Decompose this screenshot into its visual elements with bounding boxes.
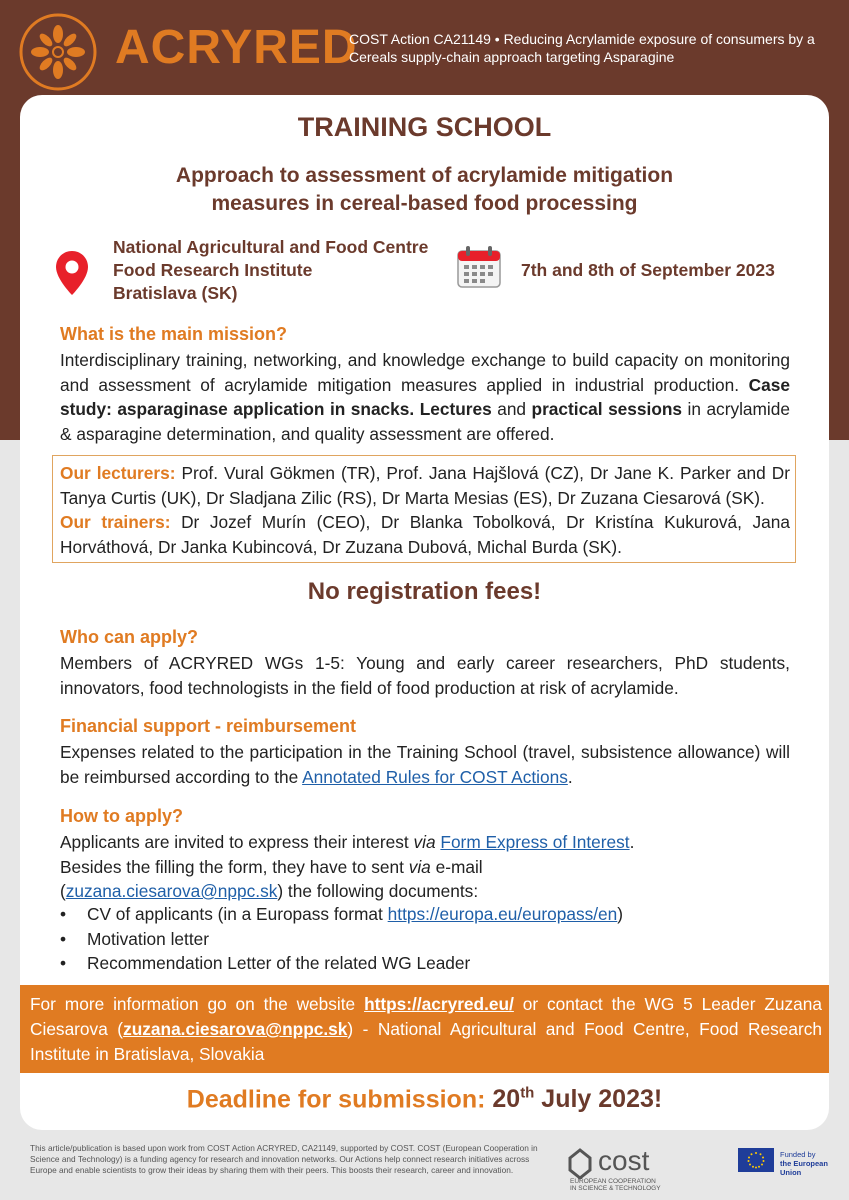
info-text-c: ) - National Agricultural and Food Centre, Food Research Institute in Bratislava, Slovakia: [30, 1019, 822, 1064]
eu-funding-text: [780, 1150, 849, 1177]
financial-end: .: [567, 766, 573, 787]
bullet-1-end: ): [617, 904, 624, 924]
europass-link[interactable]: https://europa.eu/europass/en: [387, 904, 618, 924]
how-line-1: [60, 830, 790, 855]
mission-text-a: Interdisciplinary training, networking, and knowledge exchange to build capacity on monitoring and assessment of acrylamide mitigation measures applied in industrial production.: [60, 350, 790, 395]
bullet-2-text: Motivation letter: [87, 928, 209, 949]
how-line-1-via: via: [413, 832, 436, 852]
how-text: [60, 830, 790, 904]
deadline-rest: July 2023!: [534, 1085, 663, 1114]
mission-case-study: Case study: asparaginase application in snacks.: [60, 374, 790, 419]
subtitle-line-2: measures in cereal-based food processing: [211, 192, 638, 215]
documents-list: [60, 902, 623, 976]
map-pin-icon: [55, 250, 89, 296]
cost-logo: [568, 1140, 713, 1190]
deadline-sup: th: [520, 1085, 535, 1102]
location-line-3: Bratislava (SK): [113, 283, 238, 303]
how-line-3: [60, 879, 790, 904]
how-line-1-text: Applicants are invited to express their interest: [60, 832, 414, 852]
mission-text: [60, 348, 790, 446]
form-express-interest-link[interactable]: Form Express of Interest: [440, 832, 630, 852]
cost-logo-wordmark: cost: [598, 1145, 650, 1176]
lecturers-names: Prof. Vural Gökmen (TR), Prof. Jana Hajšlová (CZ), Dr Jane K. Parker and Dr Tanya Curtis (UK), Dr Sladjana Zilic (RS), Dr Marta Mesias (ES), Dr Zuzana Ciesarová (SK).: [60, 463, 790, 508]
lecturers-paragraph: [60, 461, 790, 510]
how-line-2-text: Besides the filling the form, they have to sent: [60, 856, 409, 877]
financial-heading: Financial support - reimbursement: [60, 716, 357, 736]
mission-practical: practical sessions: [531, 399, 683, 419]
lecturers-text: [60, 461, 790, 559]
bullet-icon: •: [60, 928, 67, 949]
list-item: [60, 902, 623, 927]
cost-tagline-2: IN SCIENCE & TECHNOLOGY: [570, 1185, 661, 1190]
how-line-2-email-word: e-mail: [430, 856, 483, 877]
who-heading: Who can apply?: [60, 627, 199, 647]
who-text: Members of ACRYRED WGs 1-5: Young and early career researchers, PhD students, innovators, food technologists in the field of food production at risk of acrylamide.: [60, 653, 790, 698]
wheat-logo-icon: [18, 12, 98, 92]
bullet-icon: •: [60, 904, 67, 924]
bullet-3-text: Recommendation Letter of the related WG Leader: [87, 953, 471, 973]
deadline: [0, 1085, 849, 1114]
deadline-day: 20: [492, 1085, 521, 1114]
event-dates: 7th and 8th of September 2023: [521, 260, 775, 280]
list-item: [60, 927, 623, 952]
location-line-2: Food Research Institute: [113, 260, 313, 280]
mission-heading: What is the main mission?: [60, 324, 288, 344]
mission-text-d: in acrylamide & asparagine determination, and quality assessment are offered.: [60, 399, 790, 444]
info-text-b: or contact the WG 5 Leader Zuzana Ciesarova (: [30, 994, 823, 1039]
website-link[interactable]: https://acryred.eu/: [364, 994, 514, 1014]
how-line-3-rest: ) the following documents:: [277, 881, 479, 901]
trainers-paragraph: [60, 510, 790, 559]
header-description: COST Action CA21149 • Reducing Acrylamide exposure of consumers by a Cereals supply-chain approach targeting Asparagine: [349, 31, 815, 65]
cost-tagline-1: EUROPEAN COOPERATION: [570, 1178, 656, 1185]
subtitle: [120, 162, 729, 218]
list-item: [60, 951, 623, 976]
location-line-1: National Agricultural and Food Centre: [113, 237, 429, 257]
info-text: [30, 992, 822, 1067]
trainers-names: Dr Jozef Murín (CEO), Dr Blanka Tobolková, Dr Kristína Kukurová, Jana Horváthová, Dr Janka Kubincová, Dr Zuzana Dubová, Michal Burda (SK).: [60, 512, 790, 557]
contact-email-link[interactable]: zuzana.ciesarova@nppc.sk: [123, 1019, 348, 1039]
deadline-label: Deadline for submission:: [186, 1085, 493, 1114]
how-line-3-open: (: [60, 881, 66, 901]
financial-body: Expenses related to the participation in the Training School (travel, subsistence allowance) will be reimbursed according to the: [60, 742, 790, 787]
annotated-rules-link[interactable]: Annotated Rules for COST Actions: [302, 766, 568, 787]
how-line-1-end: .: [629, 832, 635, 852]
eu-flag-icon: [738, 1148, 774, 1172]
how-line-2: [60, 855, 790, 880]
subtitle-line-1: Approach to assessment of acrylamide mitigation: [175, 164, 674, 187]
eu-line-2: the European Union: [780, 1159, 828, 1177]
trainers-label: Our trainers:: [60, 512, 171, 532]
financial-text: [60, 740, 790, 789]
logo-text: ACRYRED: [115, 21, 358, 74]
info-text-a: For more information go on the website: [30, 994, 365, 1014]
lecturers-label: Our lecturers:: [60, 463, 176, 483]
footer-disclaimer: This article/publication is based upon work from COST Action ACRYRED, CA21149, supported by COST. COST (European Cooperation in Science and Technology) is a funding agency for research and innovation networks. Our Actions help connect research initiatives across Europe and enable scientists to grow their ideas by sharing them with their peers. This boosts their research, career and innovation.: [30, 1143, 538, 1175]
mission-lectures: Lectures: [419, 399, 492, 419]
how-line-2-via: via: [408, 856, 431, 877]
bullet-icon: •: [60, 953, 67, 973]
header: [0, 0, 849, 95]
calendar-icon: [456, 245, 502, 289]
location: [113, 236, 428, 305]
bullet-1-text: CV of applicants (in a Europass format: [87, 904, 388, 924]
email-link[interactable]: zuzana.ciesarova@nppc.sk: [65, 881, 278, 901]
mission-text-c: and: [491, 399, 532, 419]
deadline-date: [492, 1085, 662, 1113]
no-fees-banner: No registration fees!: [307, 578, 542, 605]
page-title: TRAINING SCHOOL: [297, 112, 552, 142]
how-heading: How to apply?: [60, 806, 183, 826]
eu-line-1: Funded by: [780, 1150, 816, 1159]
